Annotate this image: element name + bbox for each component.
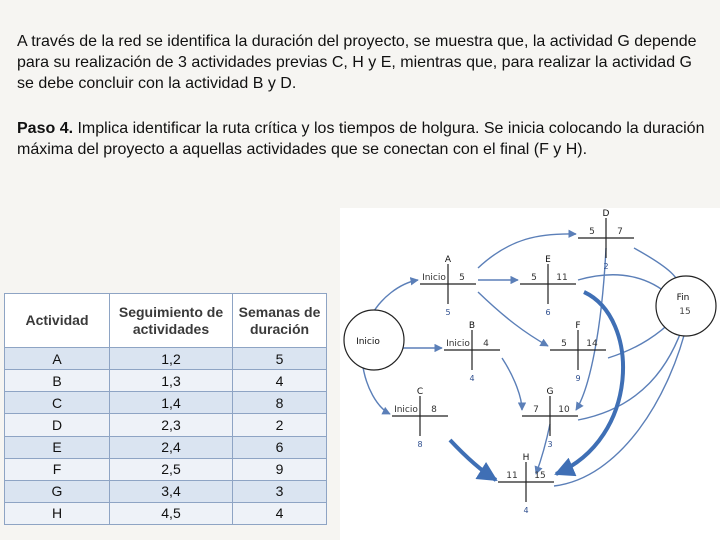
node-e-name: E [545, 255, 551, 265]
node-f-duration: 9 [575, 374, 581, 383]
cell-sequence: 1,2 [110, 348, 233, 370]
table-row [5, 458, 327, 480]
node-b-start: Inicio [446, 339, 470, 349]
cell-sequence: 2,4 [110, 436, 233, 458]
step-text: Implica identificar la ruta crítica y los tiempos de holgura. Se inicia colocando la duración máxima del proyecto a aquellas actividades que se conectan con el final (F y H). [17, 120, 705, 158]
node-e-finish: 11 [556, 273, 568, 283]
cell-duration: 3 [233, 480, 327, 502]
header-sequence: Seguimiento de actividades [110, 294, 233, 348]
cell-activity: C [5, 392, 110, 414]
node-a-duration: 5 [445, 308, 451, 317]
node-fin [656, 276, 716, 336]
node-fin-value: 15 [679, 307, 691, 317]
cell-sequence: 1,4 [110, 392, 233, 414]
node-g-start: 7 [533, 405, 539, 415]
node-c-name: C [416, 387, 424, 397]
step-label: Paso 4. [17, 120, 74, 137]
cell-duration: 4 [233, 502, 327, 524]
cell-activity: H [5, 502, 110, 524]
activities-table [4, 293, 327, 525]
cell-activity: F [5, 458, 110, 480]
node-a-finish: 5 [459, 273, 465, 283]
node-h-start: 11 [506, 471, 518, 481]
cell-duration: 4 [233, 370, 327, 392]
node-d-name: D [602, 209, 610, 219]
node-f-name: F [575, 321, 581, 331]
node-f-start: 5 [561, 339, 567, 349]
header-duration: Semanas de duración [233, 294, 327, 348]
cell-activity: D [5, 414, 110, 436]
node-c-duration: 8 [417, 440, 423, 449]
node-h-name: H [522, 453, 530, 463]
node-e-start: 5 [531, 273, 537, 283]
node-g-finish: 10 [558, 405, 570, 415]
table-row [5, 370, 327, 392]
node-b-name: B [468, 321, 476, 331]
cell-sequence: 3,4 [110, 480, 233, 502]
node-inicio [344, 310, 404, 370]
header-activity: Actividad [5, 294, 110, 348]
node-g-name: G [546, 387, 554, 397]
cell-sequence: 1,3 [110, 370, 233, 392]
node-c-finish: 8 [431, 405, 437, 415]
cell-sequence: 2,3 [110, 414, 233, 436]
cell-duration: 6 [233, 436, 327, 458]
table-row [5, 392, 327, 414]
cell-sequence: 4,5 [110, 502, 233, 524]
cell-activity: G [5, 480, 110, 502]
table-row [5, 436, 327, 458]
project-network-diagram [340, 208, 720, 540]
node-h-finish: 15 [534, 471, 546, 481]
table-row [5, 348, 327, 370]
cell-duration: 5 [233, 348, 327, 370]
cell-activity: A [5, 348, 110, 370]
cell-duration: 8 [233, 392, 327, 414]
table-row [5, 414, 327, 436]
diagram-background [340, 208, 720, 540]
node-inicio-label: Inicio [356, 337, 380, 347]
node-b-duration: 4 [469, 374, 475, 383]
node-fin-label: Fin [676, 293, 690, 303]
cell-duration: 9 [233, 458, 327, 480]
node-d-finish: 7 [617, 227, 623, 237]
intro-paragraph: A través de la red se identifica la duración del proyecto, se muestra que, la actividad G depende para su realización de 3 actividades previas C, H y E, mientras que, para realizar la actividad G se debe concluir con la actividad B y D. [17, 33, 697, 92]
cell-activity: E [5, 436, 110, 458]
cell-activity: B [5, 370, 110, 392]
table-header-row [5, 294, 327, 348]
node-c-start: Inicio [394, 405, 418, 415]
table-row [5, 502, 327, 524]
cell-sequence: 2,5 [110, 458, 233, 480]
node-b-finish: 4 [483, 339, 489, 349]
node-d-start: 5 [589, 227, 595, 237]
cell-duration: 2 [233, 414, 327, 436]
node-h-duration: 4 [523, 506, 529, 515]
node-a-name: A [444, 255, 452, 265]
node-a-start: Inicio [422, 273, 446, 283]
table-row [5, 480, 327, 502]
node-d-duration: 2 [603, 262, 609, 271]
node-e-duration: 6 [545, 308, 551, 317]
node-g-duration: 3 [547, 440, 553, 449]
step4-paragraph [17, 118, 707, 160]
node-f-finish: 14 [586, 339, 598, 349]
